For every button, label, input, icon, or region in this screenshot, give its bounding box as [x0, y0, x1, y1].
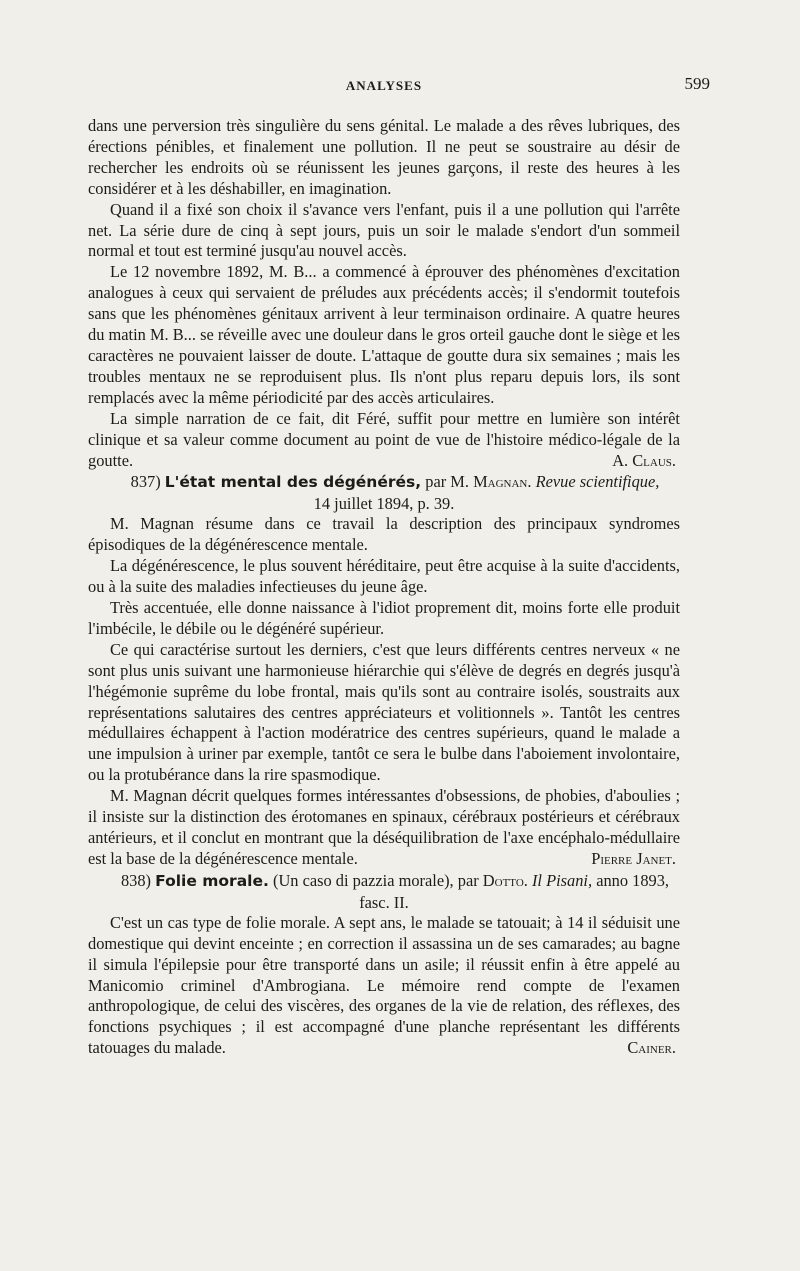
entry-837-paragraph-5-text: M. Magnan décrit quelques formes intéressantes d'obsessions, de phobies, d'aboulies ; il insiste sur la distinction des érotomanes en spinaux, cérébraux postérieurs et cérébraux antérieurs, et il conclut en montrant que la déséquilibration de l'axe encéphalo-médullaire est la base de la dégénérescence mentale. — [88, 786, 680, 868]
entry-838-paragraph-1-text: C'est un cas type de folie morale. A sept ans, le malade se tatouait; à 14 il séduisit une domestique qui devint enceinte ; en correction il assassina un de ses camarades; au bagne il simula l'épilepsie pour être transporté dans un asile; il réussit enfin à être appelé au Manicomio criminel d'Ambrogiana. Le mémoire rend compte de l'examen anthropologique, de celui des viscères, des organes de la vie de relation, des réflexes, des fonctions psychiques ; il est accompagné d'une planche représentant les différents tatouages du malade. — [88, 912, 680, 1058]
signature-janet: Pierre Janet. — [591, 848, 676, 868]
entry-837-date: 14 juillet 1894, p. 39. — [313, 494, 455, 514]
signature-cainer: Cainer. — [627, 1038, 676, 1058]
page-header — [88, 74, 710, 100]
entry-838-number: 838) — [120, 870, 151, 890]
intro-paragraph-2: Quand il a fixé son choix il s'avance vers l'enfant, puis il a une pollution qui l'arrête net. La série dure de cinq à sept jours, puis un soir le malade s'endort d'un sommeil normal et tout est terminé jusqu'au nouvel accès. — [88, 199, 680, 261]
entry-837-author: Magnan. — [473, 472, 532, 492]
page-number: 599 — [684, 74, 710, 93]
entry-837-paragraph-1: M. Magnan résume dans ce travail la description des principaux syndromes épisodiques de la dégénérescence mentale. — [88, 514, 680, 555]
entry-837-paragraph-4: Ce qui caractérise surtout les derniers, c'est que leurs différents centres nerveux « ne sont plus unis suivant une harmonieuse hiérarchie qui s'élève de degrés en degrés jusqu'à l'hégémonie suprême du lobe frontal, mais qu'ils sont au contraire isolés, soustraits aux représentations salutaires des centres appréciateurs et volitionnels ». Tantôt les centres médullaires échappent à l'action modératrice des centres supérieurs, quand le malade a une impulsion à uriner par exemple, tantôt ce sera le bulbe dans l'aboiement involontaire, ou la protubérance dans la rire spasmodique. — [88, 639, 680, 785]
intro-paragraph-3: Le 12 novembre 1892, M. B... a commencé à éprouver des phénomènes d'excitation analogues à ceux qui servaient de préludes aux précédents accès; il s'endormit toutefois sans que les phénomènes génitaux arrivent à leur terminaison ordinaire. A quatre heures du matin M. B... se réveille avec une douleur dans le gros orteil gauche dont le siège et les caractères ne pouvaient laisser de doute. L'attaque de goutte dura six semaines ; mais les troubles mentaux ne se reproduisent plus. Ils n'ont plus reparu depuis lors, ils sont remplacés avec la même périodicité par des accès articulaires. — [88, 262, 680, 407]
entry-837-number: 837) — [130, 472, 161, 492]
entry-837-paragraph-3: Très accentuée, elle donne naissance à l'idiot proprement dit, moins forte elle produit l'imbécile, le débile ou le dégénéré supérieur. — [88, 598, 680, 638]
entry-838-title: Folie morale. — [155, 871, 269, 890]
entry-838-paragraph-1 — [88, 913, 680, 1059]
entry-838-heading — [88, 870, 680, 913]
entry-837-heading — [88, 471, 680, 514]
entry-837-by: par M. — [425, 472, 469, 492]
signature-claus: A. Claus. — [612, 450, 676, 470]
running-title: ANALYSES — [345, 78, 423, 93]
entry-837-journal: Revue scientifique, — [535, 472, 660, 492]
entry-838-author: Dotto. — [482, 870, 528, 890]
intro-paragraph-4-text: La simple narration de ce fait, dit Féré, suffit pour mettre en lumière son intérêt clinique et sa valeur comme document au point de vue de l'histoire médico-légale de la goutte. — [88, 408, 680, 470]
entry-837-paragraph-2: La dégénérescence, le plus souvent héréditaire, peut être acquise à la suite d'accidents, ou à la suite des maladies infectieuses du jeune âge. — [88, 556, 680, 597]
entry-838-subtitle: (Un caso di pazzia morale), par — [272, 870, 479, 890]
entry-837-title: L'état mental des dégénérés, — [164, 473, 422, 492]
intro-paragraph-4 — [88, 409, 680, 472]
entry-837-paragraph-5 — [88, 786, 680, 870]
entry-838-date: anno 1893, fasc. II. — [359, 870, 670, 912]
entry-838-journal: Il Pisani, — [531, 870, 593, 890]
page-body — [88, 116, 680, 1059]
intro-paragraph-1: dans une perversion très singulière du sens génital. Le malade a des rêves lubriques, des érections pénibles, et finalement une pollution. Il ne peut se soustraire au désir de rechercher les endroits où se réunissent les jeunes garçons, il reste des heures à les considérer et à les déshabiller, en imagination. — [88, 116, 680, 198]
